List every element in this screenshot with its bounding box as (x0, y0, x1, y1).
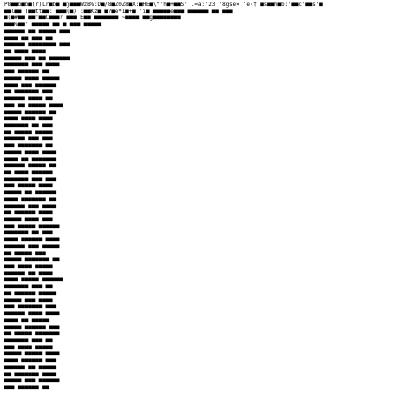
dump-line: ■■■■ ■■■■■■ ■■■ (4, 358, 60, 365)
dump-line: ■■ ■■■■■■■ ■■■■ (4, 371, 60, 378)
dump-line: ■■ ■■■■■ ■■■ (4, 250, 50, 257)
dump-line: ■■■ ■■■■■■■ ■■■ (4, 304, 60, 311)
dump-line: ■■■■■ ■■■ ■■ ■■■■■■ (4, 55, 74, 62)
dump-line: ■■■ ■■■■■■■ ■■ (4, 143, 56, 150)
dump-line: ■■■■■ ■■■■■ ■■■■ (4, 351, 63, 358)
dump-line: ■■■%■■' ■■■■■ ■■ ■ ■■■ ■■■■■ (4, 22, 105, 29)
dump-line: P8■■b■b■(r)Lr■b■ ■j■■■WzB%:D■/8■Z0Z8■X:■HE■\"'h■+■■S' .=å:'23 '8gsê¤ ‘ê·† ■s■■h■b:'■■c'■■s'■ (4, 2, 326, 8)
dump-line: ■■■■■■ ■■ ■■■■■ ■■■ (4, 28, 74, 35)
dump-line: ■■ ■■■■■ ■■■■■ (4, 129, 56, 136)
dump-line: ■■■■■■■ ■■ ■■■ (4, 122, 56, 129)
dump-line: ■■■■■■■ ■■■ ■■■ (4, 176, 60, 183)
dump-line: ■■■ ■■■■■■ ■■ (4, 69, 53, 76)
dump-line: ■■■■ ■■ ■■■■■ (4, 317, 53, 324)
dump-line: ■■ ■■■■■ ■■■■■■■ (4, 331, 63, 338)
dump-line: ■■■■■ ■■■■■■ ■■■ (4, 324, 63, 331)
dump-line: ■■■■■■ ■■■ ■■■ (4, 136, 56, 143)
dump-line: ■■■ ■■■■ ■■■■■ (4, 344, 56, 351)
dump-line: ■■■■■■■ ■■■ ■■ (4, 337, 56, 344)
dump-line: ■■■■■■ ■■■■■ ■■ (4, 163, 60, 170)
dump-line: ■■■ ■■■■■■ ■■ (4, 384, 53, 391)
dump-line: ■■■■■■ ■■■■ ■■■■ (4, 311, 63, 318)
dump-line: ■(■#■■ ■■'■■C■■■? ■■■ E■■ ■■■■■■■ ~■■■■ ■■g■■■■■■■■ (4, 15, 185, 22)
dump-line: ■■■ ■■■■ ■■■■■ (4, 264, 56, 271)
dump-line: ■■ ■■■■ ■■■■ (4, 49, 50, 56)
dump-line: ■■■■ ■■■ ■■■■■■ (4, 82, 60, 89)
dump-line: ■■■■ ■■■■■■ ■■■■ (4, 237, 63, 244)
dump-line: ■■■ ■■ ■■■■■ ■■■■ (4, 102, 67, 109)
dump-line: ■■■■ ■■■■■ ■■■■■■ (4, 277, 67, 284)
dump-line: ■■■■■■■ ■■■ ■■■■ (4, 62, 63, 69)
dump-line: ■■■■ ■■■■ ■■■■ (4, 116, 56, 123)
dump-line: ■■■■■■ ■■■■ ■■ (4, 96, 56, 103)
dump-line: ■■■■■■■ ■■ ■■■ (4, 230, 56, 237)
dump-line: ■■■■■■ ■■■■■■■■ ■■■ (4, 42, 74, 49)
dump-line: ■■■■■■ ■■■ ■■■■■ (4, 243, 63, 250)
dump-line: ■■ ■■■■■■ ■■■■■ (4, 290, 60, 297)
dump-line: ■■■■■■ ■■ ■■■■■ (4, 364, 60, 371)
dump-line: ■■■■ ■■ ■■■ ■■ (4, 35, 56, 42)
dump-line: ■■■■■■■ ■■■ ■■ (4, 284, 56, 291)
dump-line: ■■ ■■■■■■ ■■■■ (4, 210, 56, 217)
dump-line: ■■■■■ ■■■■ ■■■■■ (4, 75, 63, 82)
dump-line: ■■■■■ ■■ ■■■■■■ (4, 190, 60, 197)
dump-line: ■■■■■ ■■■ ■■■■ (4, 297, 56, 304)
dump-line: ■■■■ ■■ ■■■■■■■ (4, 156, 60, 163)
dump-line: ■■■■■ ■■■■ ■■■ (4, 217, 56, 223)
dump-line: ■■■■■ ■■■■ ■■■■ (4, 149, 60, 156)
dump-line: ■■ ■■■■■■■ ■■■ (4, 89, 56, 96)
dump-line: ■■■■■■ ■■■ ■■■■ (4, 203, 60, 210)
dump-line: ■■■■■ ■■■ ■■■■■■ (4, 378, 63, 385)
dump-line: ■■l■■ T■■tt■■: ■■■(■) :■■Kz■ ■?■e*1■+■ 'i■ ■■■■■e■■■ ■■■■■■ ■■ ■■■ (4, 8, 236, 15)
dump-line: ■■■■■ ■■■■■■■ ■■ (4, 257, 63, 264)
dump-line: ■■■ ■■■■■ ■■■■ (4, 183, 56, 190)
dump-line: ■■■■■ ■■■■■■ ■■ (4, 109, 60, 116)
dump-line: ■■■ ■■■■■ ■■■■■■ (4, 223, 63, 230)
dump-line: ■■ ■■■■ ■■■■■■ (4, 169, 56, 176)
dump-line: ■■■■■■ ■■ ■■■■ (4, 270, 56, 277)
dump-line: ■■■■ ■■■■■■■ ■■ (4, 196, 60, 203)
